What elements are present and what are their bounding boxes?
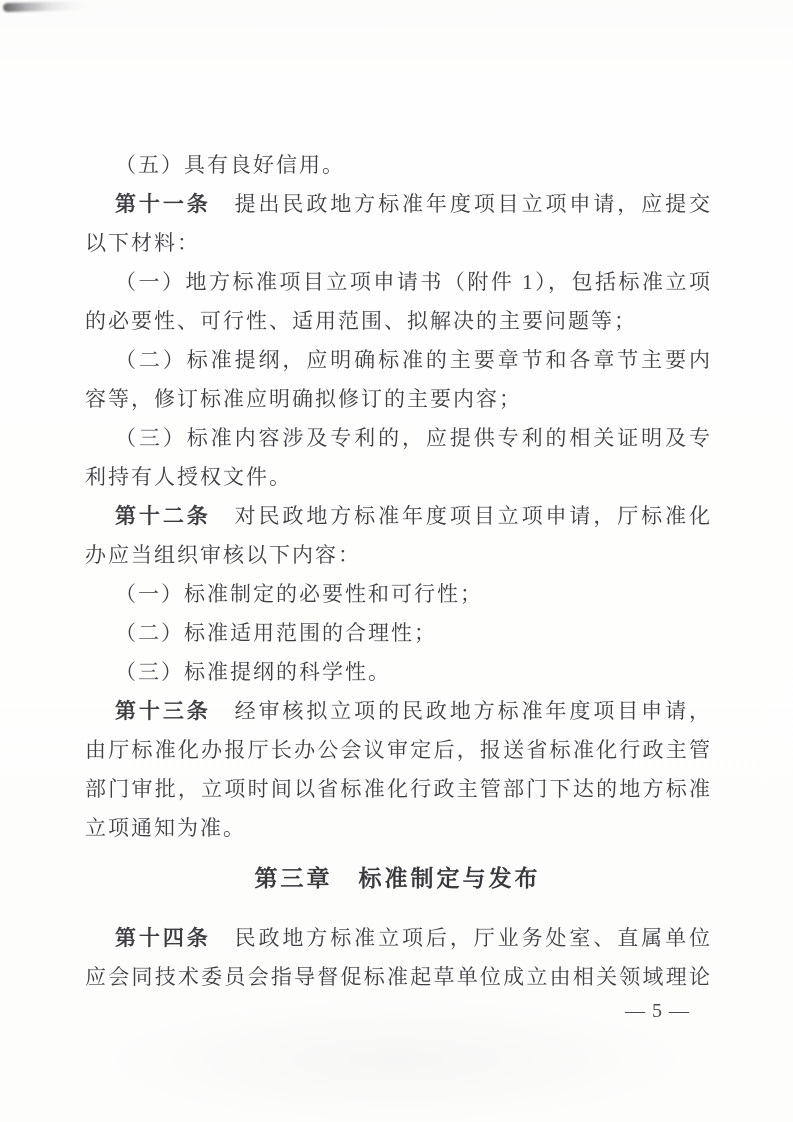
text-run: 办应当组织审核以下内容： [85,543,361,567]
text-line [85,185,710,224]
text-line [85,692,710,731]
article-number: 第三章 标准制定与发布 [254,865,541,891]
text-line [85,263,710,302]
text-run: （五）具有良好信用。 [115,153,345,177]
text-run: 提出民政地方标准年度项目立项申请，应提交 [210,192,711,216]
text-line [85,146,710,185]
text-line [85,653,710,692]
page-number: — 5 — [625,1000,690,1022]
text-line [85,224,710,263]
text-line [85,770,710,809]
text-run: 利持有人授权文件。 [85,465,292,489]
text-run: （三）标准提纲的科学性。 [115,660,391,684]
text-line [85,458,710,497]
text-line [85,341,710,380]
text-run: （二）标准适用范围的合理性； [115,621,437,645]
text-run: （一）地方标准项目立项申请书（附件 1），包括标准立项 [115,270,710,294]
article-number: 第十二条 [115,504,211,528]
text-run: 经审核拟立项的民政地方标准年度项目申请， [210,699,711,723]
text-line [85,731,710,770]
article-number: 第十四条 [115,926,211,950]
text-line [85,614,710,653]
text-run: 立项通知为准。 [85,816,246,840]
text-line [85,302,710,341]
text-line [85,497,710,536]
text-line [85,419,710,458]
text-run: （三）标准内容涉及专利的，应提供专利的相关证明及专 [115,426,710,450]
text-run: 部门审批，立项时间以省标准化行政主管部门下达的地方标准 [85,777,710,801]
document-body [85,146,710,997]
text-run: 对民政地方标准年度项目立项申请，厅标准化 [210,504,711,528]
chapter-heading [85,859,710,898]
text-run: 民政地方标准立项后，厅业务处室、直属单位 [210,926,711,950]
text-run: 由厅标准化办报厅长办公会议审定后，报送省标准化行政主管 [85,738,710,762]
text-run: 应会同技术委员会指导督促标准起草单位成立由相关领域理论 [85,965,710,989]
text-run: （二）标准提纲，应明确标准的主要章节和各章节主要内 [115,348,710,372]
text-line [85,919,710,958]
text-line [85,536,710,575]
text-line [85,575,710,614]
text-line [85,809,710,848]
article-number: 第十三条 [115,699,211,723]
text-run: （一）标准制定的必要性和可行性； [115,582,483,606]
article-number: 第十一条 [115,192,211,216]
text-run: 以下材料： [85,231,200,255]
text-line [85,380,710,419]
text-run: 容等，修订标准应明确拟修订的主要内容； [85,387,522,411]
scan-smudge-artifact [3,1,89,12]
text-run: 的必要性、可行性、适用范围、拟解决的主要问题等； [85,309,637,333]
text-line [85,958,710,997]
